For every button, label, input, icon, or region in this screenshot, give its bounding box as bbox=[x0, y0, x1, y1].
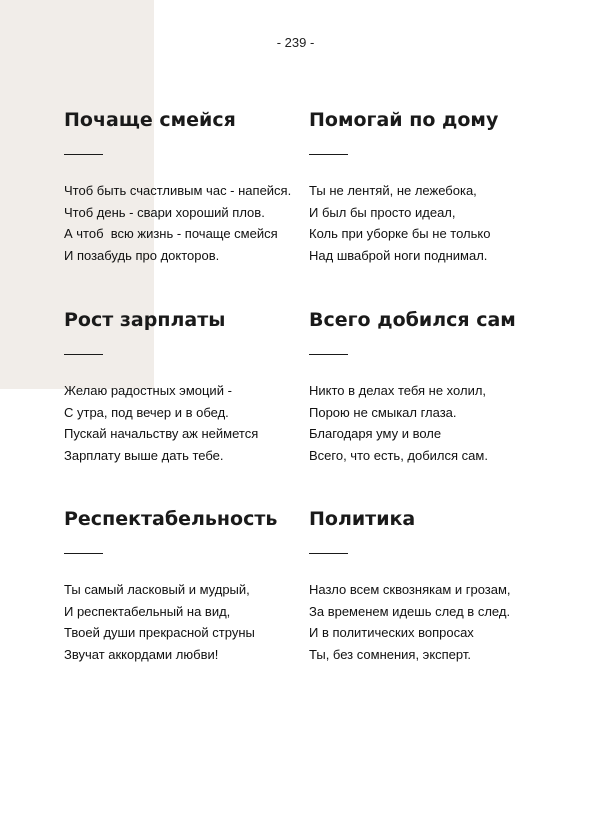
poem-rost-zarplaty bbox=[64, 308, 314, 466]
poem-line: За временем идешь след в след. bbox=[309, 603, 511, 619]
poem-vsego-dobilsya-sam bbox=[309, 308, 559, 466]
poem-line: И позабудь про докторов. bbox=[64, 247, 220, 263]
poem-title: Помогай по дому bbox=[309, 109, 499, 131]
poem-line: Никто в делах тебя не холил, bbox=[309, 383, 487, 398]
poem-title: Почаще смейся bbox=[64, 109, 236, 131]
poem-line: Зарплату выше дать тебе. bbox=[64, 447, 224, 463]
poem-body bbox=[309, 380, 559, 466]
poem-body bbox=[64, 180, 314, 266]
poem-line: Ты не лентяй, не лежебока, bbox=[309, 183, 477, 198]
poem-line: С утра, под вечер и в обед. bbox=[64, 404, 229, 420]
poem-line: Ты самый ласковый и мудрый, bbox=[64, 582, 250, 597]
poem-title: Рост зарплаты bbox=[64, 309, 226, 331]
poem-line: Всего, что есть, добился сам. bbox=[309, 447, 488, 463]
poem-line: Над шваброй ноги поднимал. bbox=[309, 247, 488, 263]
title-divider bbox=[64, 553, 103, 554]
poem-line: Звучат аккордами любви! bbox=[64, 646, 219, 662]
title-divider bbox=[309, 154, 348, 155]
poem-line: Чтоб день - свари хороший плов. bbox=[64, 204, 265, 220]
poem-line: Чтоб быть счастливым час - напейся. bbox=[64, 183, 292, 198]
poem-body bbox=[309, 180, 559, 266]
poem-line: Пускай начальству аж неймется bbox=[64, 426, 259, 441]
poem-title: Респектабельность bbox=[64, 508, 278, 530]
poem-body bbox=[64, 579, 314, 665]
poem-line: Назло всем сквознякам и грозам, bbox=[309, 582, 511, 597]
poem-politika bbox=[309, 507, 559, 665]
poem-body bbox=[309, 579, 559, 665]
poem-line: И был бы просто идеал, bbox=[309, 204, 456, 220]
title-divider bbox=[309, 354, 348, 355]
poem-line: Желаю радостных эмоций - bbox=[64, 383, 232, 398]
page-number: - 239 - bbox=[276, 35, 315, 50]
title-divider bbox=[64, 354, 103, 355]
title-divider bbox=[309, 553, 348, 554]
poem-line: А чтоб всю жизнь - почаще смейся bbox=[64, 226, 278, 241]
poem-line: Благодаря уму и воле bbox=[309, 426, 442, 441]
poem-line: И респектабельный на вид, bbox=[64, 603, 231, 619]
poem-line: Твоей души прекрасной струны bbox=[64, 625, 255, 640]
poem-line: Ты, без сомнения, эксперт. bbox=[309, 646, 471, 662]
poem-title: Всего добился сам bbox=[309, 309, 516, 331]
poem-body bbox=[64, 380, 314, 466]
poem-line: И в политических вопросах bbox=[309, 625, 474, 640]
poem-title: Политика bbox=[309, 508, 416, 530]
poem-line: Коль при уборке бы не только bbox=[309, 226, 491, 241]
title-divider bbox=[64, 154, 103, 155]
poem-pochashe-smeysya bbox=[64, 108, 314, 266]
poem-line: Порою не смыкал глаза. bbox=[309, 404, 457, 420]
poem-pomogay-po-domu bbox=[309, 108, 559, 266]
poem-respektabelnost bbox=[64, 507, 314, 665]
